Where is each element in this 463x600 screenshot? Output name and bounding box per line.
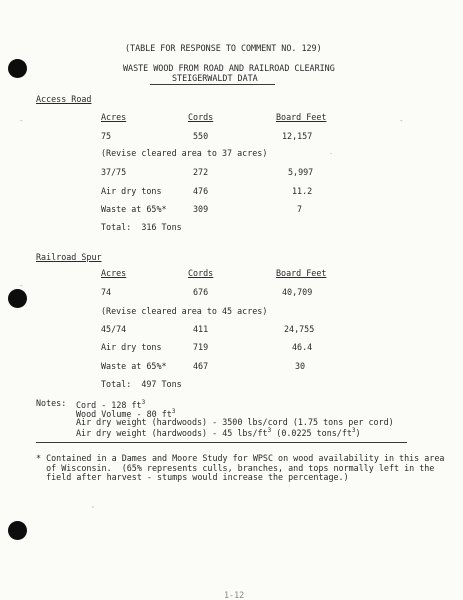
access-header-acres: Acres	[101, 112, 127, 122]
section-label-access-road: Access Road	[36, 94, 92, 104]
page-number: 1-12	[224, 590, 245, 600]
rail-row1-cords: 676	[193, 287, 209, 297]
rail-row1-acres: 74	[101, 287, 112, 297]
notes-line-4-sup-1: 3	[267, 427, 272, 434]
notes-line-4-text-a: Air dry weight (hardwoods) - 45 lbs/ft	[76, 427, 268, 438]
access-row1-board-feet: 12,157	[282, 131, 313, 141]
rail-row2-acres: 45/74	[101, 324, 127, 334]
rail-header-acres: Acres	[101, 268, 127, 278]
scan-speck: ·	[330, 150, 333, 158]
scan-speck: -	[400, 117, 403, 125]
access-header-cords: Cords	[188, 112, 214, 122]
notes-line-2-text: Wood Volume - 80 ft	[76, 408, 172, 419]
rail-row2-board-feet: 24,755	[284, 324, 315, 334]
punch-hole-bottom	[8, 521, 27, 540]
access-row1-acres: 75	[101, 131, 112, 141]
rail-row3-cords: 719	[193, 342, 209, 352]
rail-revise-note: (Revise cleared area to 45 acres)	[101, 306, 268, 316]
access-header-board-feet: Board Feet	[276, 112, 327, 122]
notes-line-1-text: Cord - 128 ft	[76, 399, 142, 410]
rail-header-cords: Cords	[188, 268, 214, 278]
footnote-line-2: of Wisconsin. (65% represents culls, branches, and tops normally left in the	[36, 463, 435, 473]
notes-line-4	[76, 426, 361, 438]
rail-row1-board-feet: 40,709	[282, 287, 313, 297]
section-label-railroad-spur: Railroad Spur	[36, 252, 102, 262]
access-row3-cords: 476	[193, 186, 209, 196]
scan-speck: '	[92, 505, 94, 513]
title-underline	[150, 84, 275, 85]
access-row2-cords: 272	[193, 167, 209, 177]
footnote-line-3: field after harvest - stumps would increase the percentage.)	[36, 472, 349, 482]
access-row2-board-feet: 5,997	[288, 167, 314, 177]
access-revise-note: (Revise cleared area to 37 acres)	[101, 148, 268, 158]
rail-row4-board-feet: 30	[295, 361, 306, 371]
access-row4-acres: Waste at 65%*	[101, 204, 167, 214]
notes-line-1-sup: 3	[141, 399, 146, 406]
access-total: Total: 316 Tons	[101, 222, 182, 232]
footnote-line-1: * Contained in a Dames and Moore Study for WPSC on wood availability in this area	[36, 453, 445, 463]
title-line-2: STEIGERWALDT DATA	[172, 73, 258, 83]
rail-row3-board-feet: 46.4	[292, 342, 313, 352]
punch-hole-middle	[8, 289, 27, 308]
notes-line-2-sup: 3	[171, 408, 176, 415]
rail-total: Total: 497 Tons	[101, 379, 182, 389]
scan-speck: -	[20, 117, 23, 125]
title-line-1: WASTE WOOD FROM ROAD AND RAILROAD CLEARING	[123, 63, 335, 73]
access-row2-acres: 37/75	[101, 167, 127, 177]
rail-header-board-feet: Board Feet	[276, 268, 327, 278]
punch-hole-top	[8, 59, 27, 78]
access-row3-acres: Air dry tons	[101, 186, 162, 196]
rail-row4-acres: Waste at 65%*	[101, 361, 167, 371]
notes-line-4-text-b: (0.0225 tons/ft	[271, 427, 352, 438]
footnote-separator	[36, 442, 407, 443]
access-row3-board-feet: 11.2	[292, 186, 313, 196]
access-row4-board-feet: 7	[297, 204, 303, 214]
notes-line-3: Air dry weight (hardwoods) - 3500 lbs/cord (1.75 tons per cord)	[76, 417, 394, 427]
rail-row2-cords: 411	[193, 324, 209, 334]
access-row4-cords: 309	[193, 204, 209, 214]
access-row1-cords: 550	[193, 131, 209, 141]
rail-row3-acres: Air dry tons	[101, 342, 162, 352]
notes-line-4-text-c: )	[355, 427, 361, 438]
notes-line-4-sup-2: 3	[351, 427, 356, 434]
response-heading: (TABLE FOR RESPONSE TO COMMENT NO. 129)	[125, 43, 322, 53]
scan-speck: -	[20, 282, 23, 290]
rail-row4-cords: 467	[193, 361, 209, 371]
notes-label: Notes:	[36, 398, 67, 408]
